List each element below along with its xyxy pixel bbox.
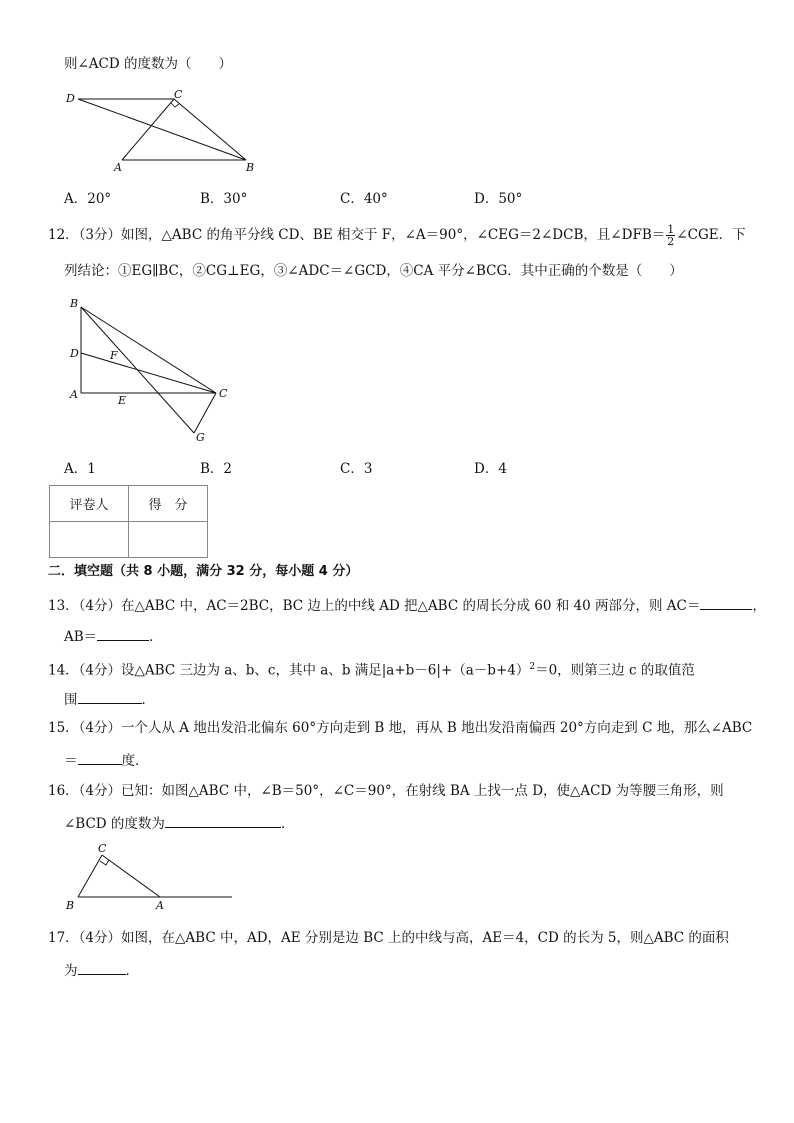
q13-line1: [48, 595, 766, 615]
q14-superscript: 2: [529, 662, 536, 672]
q16-blank[interactable]: [165, 813, 281, 828]
q16-line1: 16．（4分）已知：如图△ABC 中，∠B＝50°，∠C＝90°，在射线 BA 上找一点 D，使△ACD 为等腰三角形，则: [48, 783, 724, 799]
q14-text-tail: ＝0，则第三边 c 的取值范: [535, 662, 695, 679]
q16-label-b: B: [66, 899, 75, 912]
q14-period: ．: [141, 692, 155, 708]
q12-text-b: ∠CGE．下: [676, 227, 746, 243]
q11-option-d[interactable]: D．50°: [474, 191, 523, 207]
q16-period: ．: [280, 816, 295, 832]
q15-unit: 度．: [121, 753, 149, 769]
q14-blank[interactable]: [78, 689, 142, 704]
q11-option-a[interactable]: A．20°: [64, 191, 112, 207]
q12-figure: [60, 295, 250, 445]
q12-label-f: F: [110, 349, 118, 362]
q12-label-e: E: [118, 394, 127, 407]
q16-figure: [60, 838, 240, 914]
q12-option-b[interactable]: B．2: [200, 461, 233, 477]
q11-figure: [60, 85, 270, 180]
q13-period: ．: [149, 629, 163, 645]
q13-ab-label: AB＝: [64, 629, 98, 645]
q11-label-b: B: [246, 161, 255, 174]
q16-text: ∠BCD 的度数为: [64, 816, 165, 832]
q15-line2: [64, 750, 149, 770]
q13-blank-ac[interactable]: [700, 595, 752, 610]
q11-option-c[interactable]: C．40°: [340, 191, 388, 207]
score-table: [49, 485, 208, 558]
q15-line1: 15．（4分）一个人从 A 地出发沿北偏东 60°方向走到 B 地，再从 B 地出发沿南偏西 20°方向走到 C 地，那么∠ABC: [48, 720, 753, 736]
q12-stem-line2: 列结论：①EG∥BC，②CG⊥EG，③∠ADC＝∠GCD，④CA 平分∠BCG．其中正确的个数是（ ）: [64, 263, 683, 279]
q17-text: 为: [64, 963, 78, 979]
score-table-grader-cell[interactable]: [50, 522, 129, 558]
q16-label-a: A: [156, 899, 164, 912]
q12-number: 12．: [48, 227, 79, 243]
q12-text-a: 如图，△ABC 的角平分线 CD、BE 相交于 F，∠A＝90°，∠CEG＝2∠DCB，且∠DFB＝: [121, 227, 666, 243]
score-table-score-cell[interactable]: [129, 522, 208, 558]
q11-stem-tail: 则∠ACD 的度数为（ ）: [64, 56, 233, 72]
q13-line2: [64, 626, 163, 646]
q14-line2: [64, 689, 155, 709]
q12-label-g: G: [196, 431, 205, 444]
q11-label-c: C: [174, 88, 183, 101]
q17-line1: 17．（4分）如图，在△ABC 中，AD，AE 分别是边 BC 上的中线与高，AE＝4，CD 的长为 5，则△ABC 的面积: [48, 930, 729, 946]
q11-option-b[interactable]: B．30°: [200, 191, 248, 207]
q11-label-a: A: [114, 161, 122, 174]
q16-line2: [64, 813, 294, 833]
q17-line2: [64, 960, 139, 980]
q13-blank-ab[interactable]: [97, 626, 149, 641]
q12-option-c[interactable]: C．3: [340, 461, 373, 477]
q12-option-d[interactable]: D．4: [474, 461, 507, 477]
q12-label-a: A: [70, 388, 78, 401]
q17-period: ．: [125, 963, 139, 979]
q12-label-d: D: [70, 347, 79, 360]
q11-label-d: D: [66, 92, 75, 105]
q12-label-b: B: [70, 297, 79, 310]
q13-comma: ，: [752, 598, 766, 614]
score-table-score-header: 得 分: [129, 486, 208, 522]
q15-equals: ＝: [64, 753, 78, 769]
q12-option-a[interactable]: A．1: [64, 461, 96, 477]
section2-title: 二．填空题（共 8 小题，满分 32 分，每小题 4 分）: [48, 564, 359, 579]
q15-blank[interactable]: [78, 750, 122, 765]
q12-fraction: $\frac{1}{2}$: [667, 223, 675, 248]
q12-stem-line1: [48, 224, 746, 247]
score-table-grader-header: 评卷人: [50, 486, 129, 522]
q12-label-c: C: [219, 387, 228, 400]
q16-label-c: C: [98, 842, 107, 855]
q14-text: 14．（4分）设△ABC 三边为 a、b、c，其中 a、b 满足|a+b－6|+（a－b+4）: [48, 662, 530, 679]
q12-score: （3分）: [78, 227, 122, 243]
q13-text: 13．（4分）在△ABC 中，AC＝2BC，BC 边上的中线 AD 把△ABC 的周长分成 60 和 40 两部分，则 AC＝: [48, 598, 701, 614]
q17-blank[interactable]: [78, 960, 126, 975]
q14-range-label: 围: [64, 692, 78, 708]
q14-line1: [48, 658, 695, 680]
